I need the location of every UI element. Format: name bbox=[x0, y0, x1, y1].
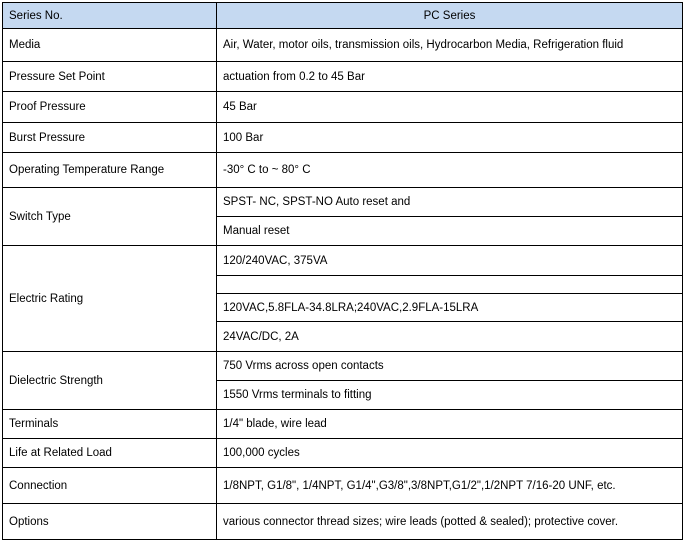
table-row-media bbox=[3, 29, 683, 62]
table-row-dielectric-strength bbox=[3, 352, 683, 381]
row-label-switch-type: Switch Type bbox=[3, 188, 217, 246]
table-row-proof-pressure bbox=[3, 92, 683, 123]
row-label-terminals: Terminals bbox=[3, 410, 217, 439]
row-label-connection: Connection bbox=[3, 468, 217, 504]
row-label-dielectric-strength: Dielectric Strength bbox=[3, 352, 217, 410]
header-value-cell: PC Series bbox=[217, 3, 683, 29]
row-value-burst-pressure: 100 Bar bbox=[217, 123, 683, 153]
row-label-electric-rating: Electric Rating bbox=[3, 246, 217, 352]
row-value-dielectric-strength-1: 750 Vrms across open contacts bbox=[217, 352, 683, 381]
row-value-proof-pressure: 45 Bar bbox=[217, 92, 683, 123]
row-label-life: Life at Related Load bbox=[3, 439, 217, 468]
row-value-electric-rating-1: 120/240VAC, 375VA bbox=[217, 246, 683, 276]
row-label-pressure-set-point: Pressure Set Point bbox=[3, 62, 217, 92]
row-value-life: 100,000 cycles bbox=[217, 439, 683, 468]
table-header-row bbox=[3, 3, 683, 29]
row-label-operating-temperature: Operating Temperature Range bbox=[3, 153, 217, 188]
table-row-switch-type bbox=[3, 188, 683, 217]
row-value-switch-type-1: SPST- NC, SPST-NO Auto reset and bbox=[217, 188, 683, 217]
table-row-options bbox=[3, 504, 683, 540]
row-value-dielectric-strength-2: 1550 Vrms terminals to fitting bbox=[217, 381, 683, 410]
table-row-terminals bbox=[3, 410, 683, 439]
table-row-burst-pressure bbox=[3, 123, 683, 153]
row-value-terminals: 1/4" blade, wire lead bbox=[217, 410, 683, 439]
row-value-pressure-set-point: actuation from 0.2 to 45 Bar bbox=[217, 62, 683, 92]
table-row-operating-temperature bbox=[3, 153, 683, 188]
row-label-proof-pressure: Proof Pressure bbox=[3, 92, 217, 123]
row-value-options: various connector thread sizes; wire leads (potted & sealed); protective cover. bbox=[217, 504, 683, 540]
spec-table-container bbox=[2, 2, 683, 540]
table-row-life bbox=[3, 439, 683, 468]
row-value-electric-rating-4: 24VAC/DC, 2A bbox=[217, 322, 683, 352]
table-row-pressure-set-point bbox=[3, 62, 683, 92]
row-value-electric-rating-2 bbox=[217, 276, 683, 294]
row-value-electric-rating-3: 120VAC,5.8FLA-34.8LRA;240VAC,2.9FLA-15LRA bbox=[217, 294, 683, 322]
row-value-connection: 1/8NPT, G1/8", 1/4NPT, G1/4",G3/8",3/8NPT,G1/2",1/2NPT 7/16-20 UNF, etc. bbox=[217, 468, 683, 504]
row-value-switch-type-2: Manual reset bbox=[217, 217, 683, 246]
table-row-connection bbox=[3, 468, 683, 504]
row-value-media: Air, Water, motor oils, transmission oils, Hydrocarbon Media, Refrigeration fluid bbox=[217, 29, 683, 62]
spec-table bbox=[2, 2, 683, 540]
row-label-options: Options bbox=[3, 504, 217, 540]
header-label-cell: Series No. bbox=[3, 3, 217, 29]
row-label-media: Media bbox=[3, 29, 217, 62]
row-value-operating-temperature: -30° C to ~ 80° C bbox=[217, 153, 683, 188]
row-label-burst-pressure: Burst Pressure bbox=[3, 123, 217, 153]
table-row-electric-rating bbox=[3, 246, 683, 276]
